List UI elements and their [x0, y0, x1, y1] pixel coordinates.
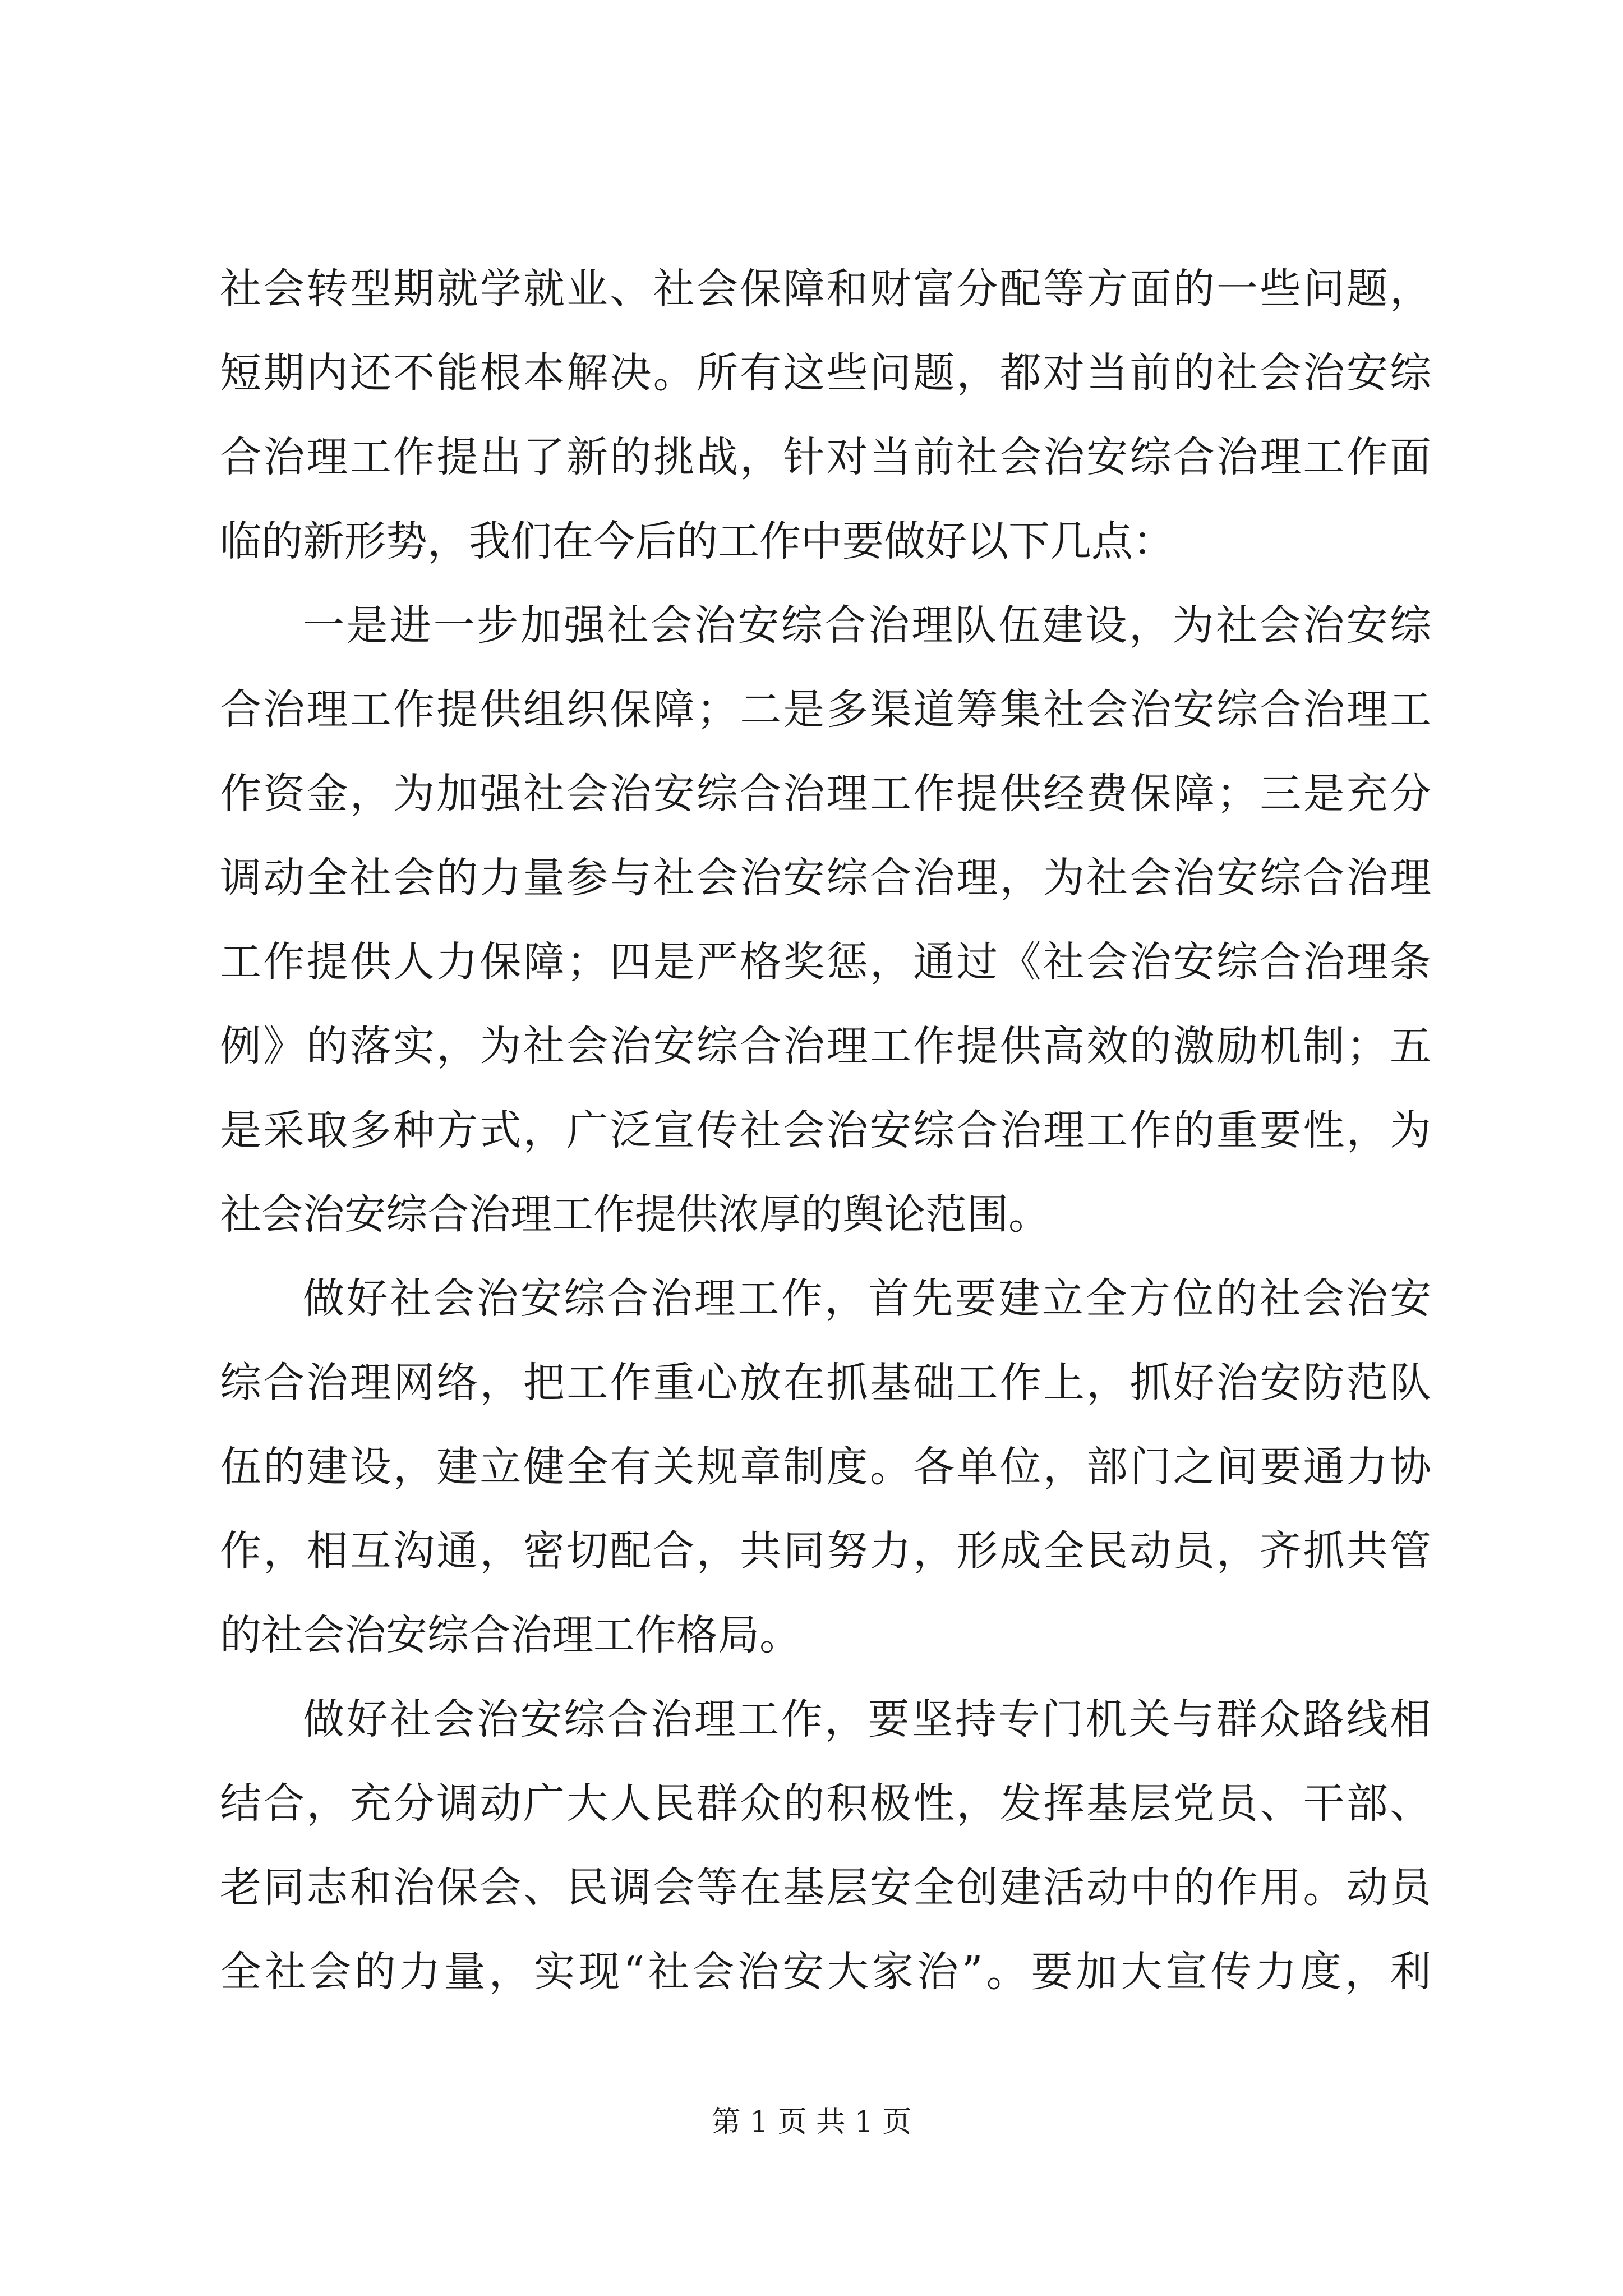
text-line: 短期内还不能根本解决。所有这些问题，都对当前的社会治安综 — [220, 349, 1431, 397]
text-line: 社会转型期就学就业、社会保障和财富分配等方面的一些问题， — [220, 265, 1431, 313]
text-line: 调动全社会的力量参与社会治安综合治理，为社会治安综合治理 — [220, 854, 1431, 902]
text-line: 临的新形势，我们在今后的工作中要做好以下几点： — [220, 517, 1174, 565]
text-line: 合治理工作提供组织保障；二是多渠道筹集社会治安综合治理工 — [220, 685, 1431, 734]
text-line: 合治理工作提出了新的挑战，针对当前社会治安综合治理工作面 — [220, 433, 1431, 481]
text-line: 社会治安综合治理工作提供浓厚的舆论范围。 — [220, 1190, 1050, 1239]
text-line: 全社会的力量，实现“社会治安大家治”。要加大宣传力度，利 — [220, 1948, 1431, 1996]
text-line: 是采取多种方式，广泛宣传社会治安综合治理工作的重要性，为 — [220, 1106, 1431, 1154]
page-footer: 第 1 页 共 1 页 — [711, 2105, 912, 2139]
text-line: 工作提供人力保障；四是严格奖惩，通过《社会治安综合治理条 — [220, 938, 1431, 986]
text-line: 作，相互沟通，密切配合，共同努力，形成全民动员，齐抓共管 — [220, 1527, 1431, 1575]
text-line: 伍的建设，建立健全有关规章制度。各单位，部门之间要通力协 — [220, 1443, 1431, 1491]
text-line: 的社会治安综合治理工作格局。 — [220, 1611, 801, 1659]
paragraph-first-line: 做好社会治安综合治理工作，要坚持专门机关与群众路线相 — [303, 1695, 1431, 1743]
text-line: 结合，充分调动广大人民群众的积极性，发挥基层党员、干部、 — [220, 1779, 1431, 1828]
paragraph-first-line: 一是进一步加强社会治安综合治理队伍建设，为社会治安综 — [303, 601, 1431, 650]
text-line: 综合治理网络，把工作重心放在抓基础工作上，抓好治安防范队 — [220, 1359, 1431, 1407]
text-line: 老同志和治保会、民调会等在基层安全创建活动中的作用。动员 — [220, 1864, 1431, 1912]
text-line: 例》的落实，为社会治安综合治理工作提供高效的激励机制；五 — [220, 1022, 1431, 1070]
paragraph-first-line: 做好社会治安综合治理工作，首先要建立全方位的社会治安 — [303, 1274, 1431, 1323]
text-line: 作资金，为加强社会治安综合治理工作提供经费保障；三是充分 — [220, 770, 1431, 818]
document-body — [220, 247, 1431, 2014]
